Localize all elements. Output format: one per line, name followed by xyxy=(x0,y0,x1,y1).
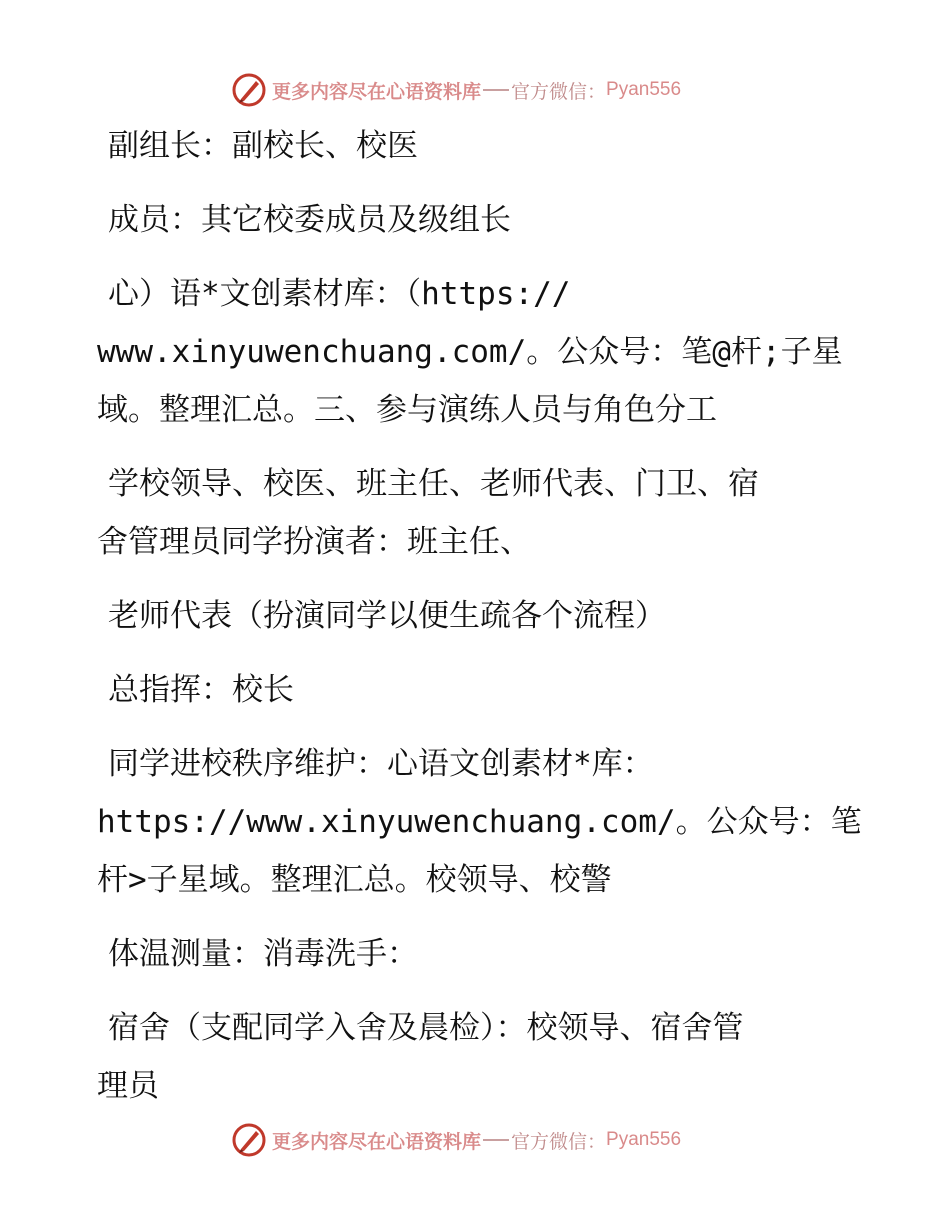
footer-banner-text: 更多内容尽在心语资料库 xyxy=(272,1130,482,1153)
footer-banner-dash xyxy=(483,1139,509,1141)
text-line-5: 域。整理汇总。三、参与演练人员与角色分工 xyxy=(97,392,717,428)
text-line-15: 理员 xyxy=(97,1068,159,1104)
footer-banner xyxy=(232,1120,681,1160)
text-line-13: 体温测量：消毒洗手： xyxy=(108,936,418,972)
text-line-6: 学校领导、校医、班主任、老师代表、门卫、宿 xyxy=(108,466,759,502)
header-banner-text: 更多内容尽在心语资料库 xyxy=(272,80,482,103)
header-banner-wechat-id: Pyan556 xyxy=(606,79,682,100)
quill-logo-icon xyxy=(232,1123,266,1157)
header-banner-wechat-label: 官方微信： xyxy=(511,80,607,103)
header-banner xyxy=(232,70,681,110)
text-line-10: 同学进校秩序维护：心语文创素材*库： xyxy=(108,746,654,782)
text-line-2: 成员：其它校委成员及级组长 xyxy=(108,202,511,238)
text-line-8: 老师代表（扮演同学以便生疏各个流程） xyxy=(108,598,666,634)
text-line-9: 总指挥：校长 xyxy=(108,672,294,708)
text-line-14: 宿舍（支配同学入舍及晨检）：校领导、宿舍管 xyxy=(108,1010,744,1046)
footer-banner-wechat-label: 官方微信： xyxy=(511,1130,607,1153)
header-banner-dash xyxy=(483,89,509,91)
footer-banner-wechat-id: Pyan556 xyxy=(606,1129,682,1150)
text-line-4: www.xinyuwenchuang.com/。公众号：笔@杆;子星 xyxy=(97,334,843,370)
text-line-11: https://www.xinyuwenchuang.com/。公众号：笔 xyxy=(97,804,862,840)
text-line-7: 舍管理员同学扮演者：班主任、 xyxy=(97,524,531,560)
quill-logo-icon xyxy=(232,73,266,107)
text-line-1: 副组长：副校长、校医 xyxy=(108,128,418,164)
text-line-12: 杆>子星域。整理汇总。校领导、校警 xyxy=(97,862,612,898)
text-line-3: 心）语*文创素材库：（https:// xyxy=(108,276,571,312)
